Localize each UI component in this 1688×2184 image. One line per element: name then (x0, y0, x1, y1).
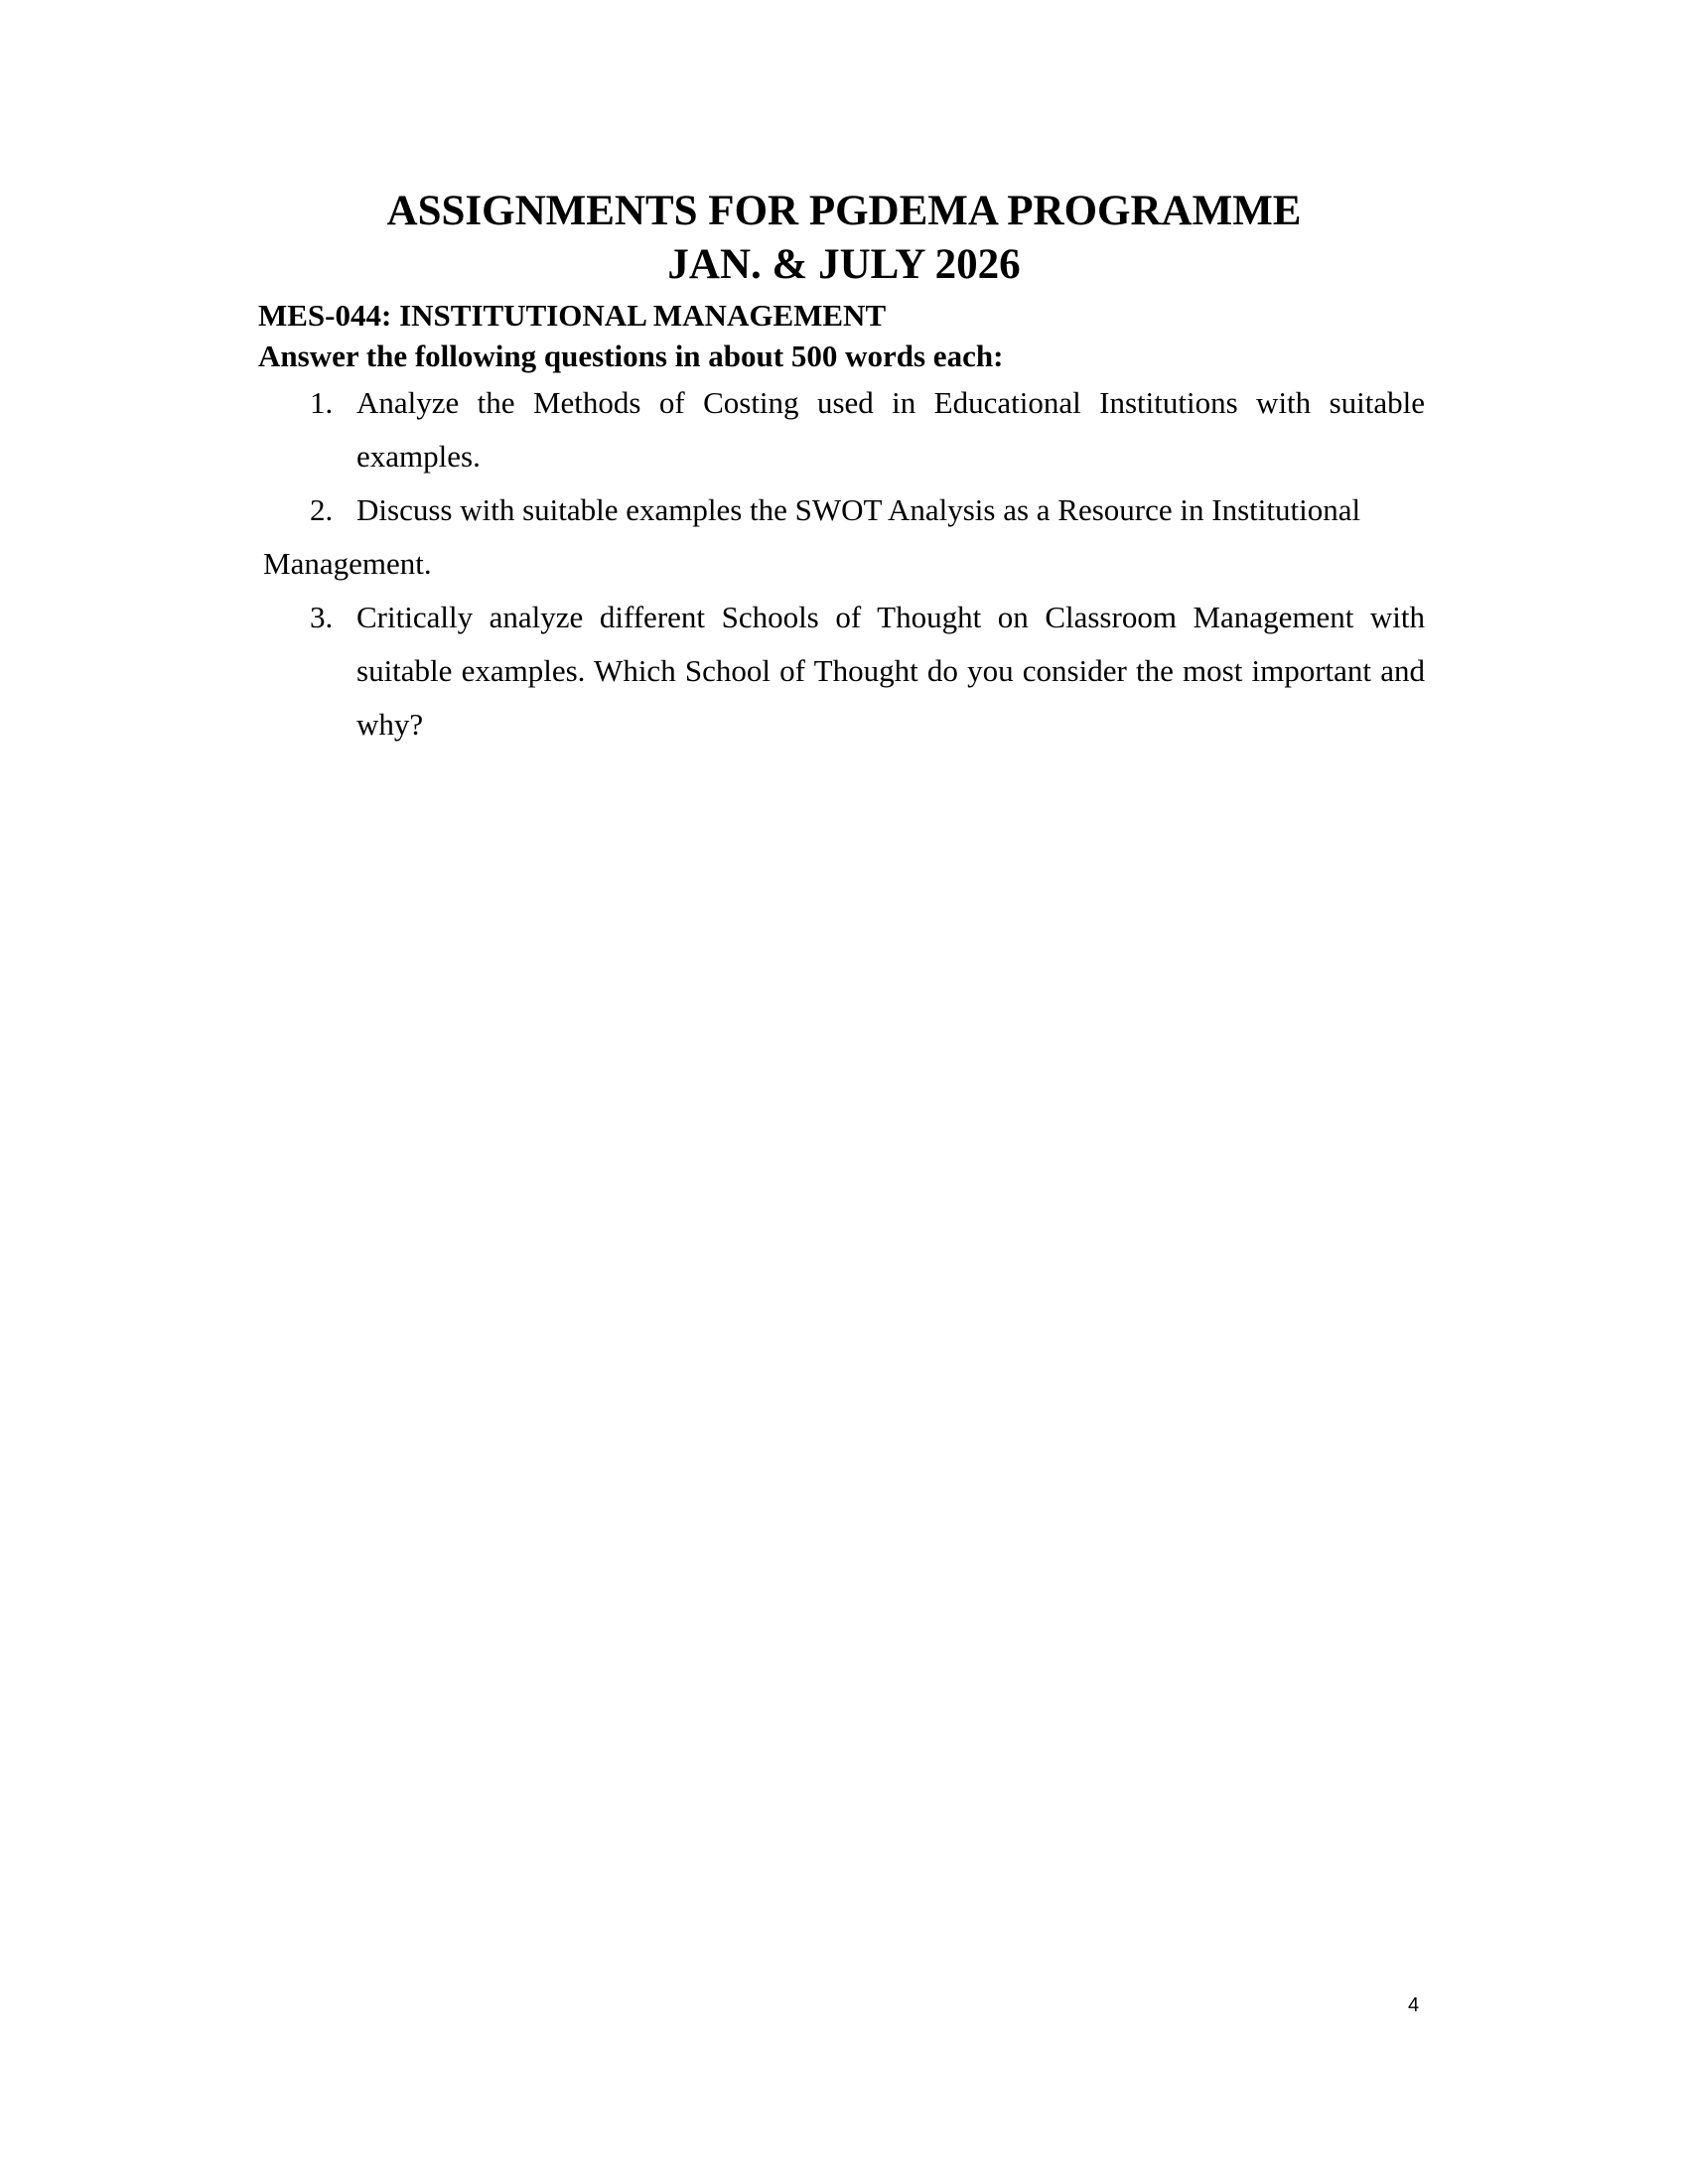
question-number: 3. (310, 600, 334, 634)
page-title: ASSIGNMENTS FOR PGDEMA PROGRAMME (386, 188, 1302, 234)
question-text: Analyze the Methods of Costing used in Educational Institutions with suitable examples. (356, 385, 1425, 474)
question-number: 1. (310, 385, 334, 420)
question-list (263, 376, 1425, 751)
page-number: 4 (1408, 1994, 1420, 2016)
instruction-text: Answer the following questions in about 500 words each: (258, 339, 1004, 373)
question-text: Discuss with suitable examples the SWOT Analysis as a Resource in Institutional Management. (263, 492, 1361, 581)
question-number: 2. (310, 492, 334, 527)
question-item-1 (310, 376, 1425, 483)
question-item-3 (310, 591, 1425, 751)
page-subtitle-session: JAN. & JULY 2026 (667, 241, 1021, 288)
course-heading: MES-044: INSTITUTIONAL MANAGEMENT (258, 298, 887, 333)
title-block (0, 185, 1688, 292)
question-item-2 (263, 483, 1425, 591)
question-text: Critically analyze different Schools of Thought on Classroom Management with suitable examples. Which School of Thought do you consider the most important and why? (356, 600, 1425, 742)
